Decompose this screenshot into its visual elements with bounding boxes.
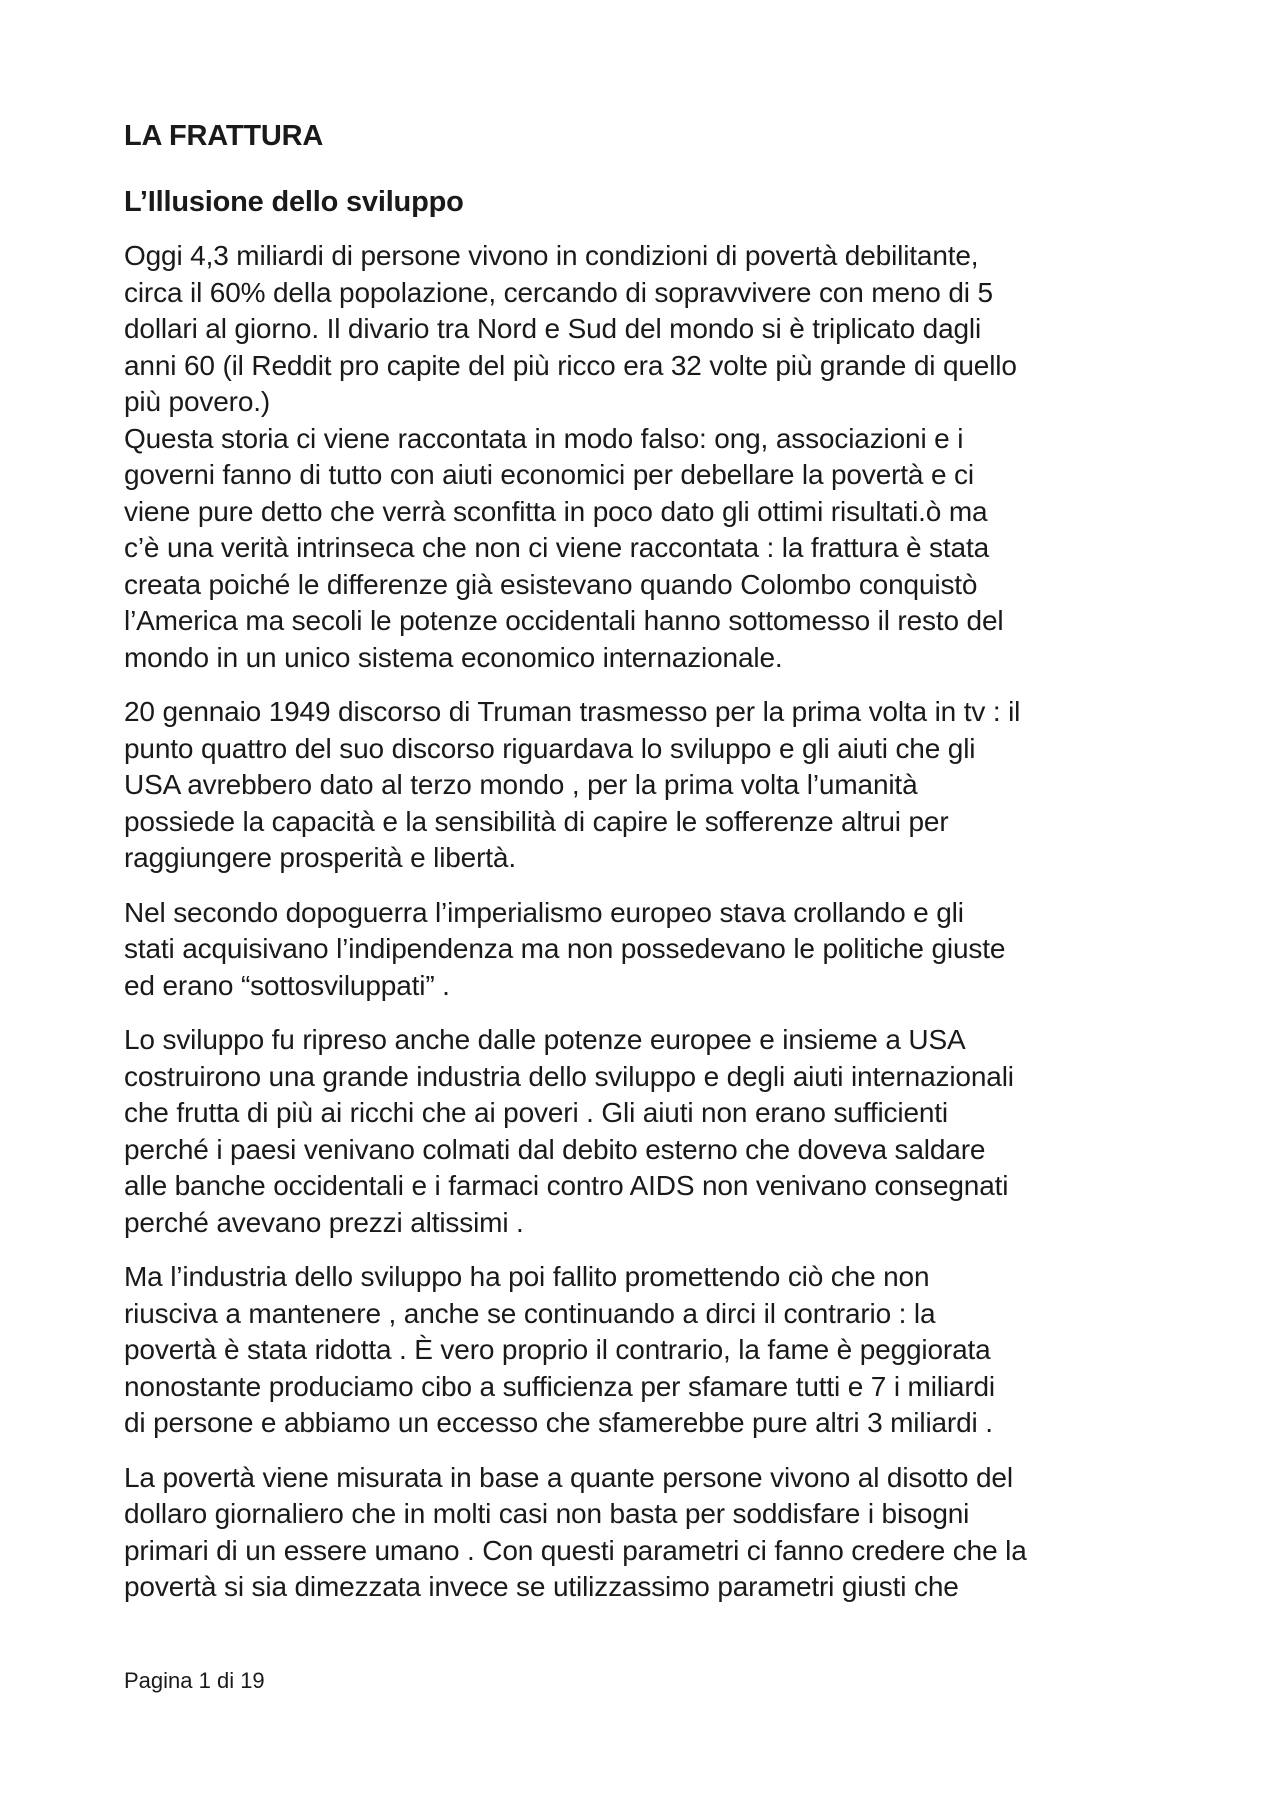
paragraph-6 [124,1460,1174,1606]
paragraph-line: più povero.) [124,386,271,417]
paragraph-line: Lo sviluppo fu ripreso anche dalle potenze europee e insieme a USA [124,1024,966,1055]
paragraph-line: possiede la capacità e la sensibilità di capire le sofferenze altrui per [124,805,949,837]
paragraph-line: di persone e abbiamo un eccesso che sfamerebbe pure altri 3 miliardi . [124,1407,993,1438]
paragraph-line: povertà si sia dimezzata invece se utilizzassimo parametri giusti che [124,1571,959,1602]
paragraph-line: costruirono una grande industria dello sviluppo e degli aiuti internazionali [124,1060,1014,1092]
section-heading: L’Illusione dello sviluppo [124,186,464,218]
paragraph-line: mondo in un unico sistema economico internazionale. [124,641,783,673]
paragraph-line: viene pure detto che verrà sconfitta in poco dato gli ottimi risultati.ò ma [124,495,988,527]
paragraph-line: raggiungere prosperità e libertà. [124,842,516,873]
paragraph-line: Questa storia ci viene raccontata in modo falso: ong, associazioni e i [124,422,964,454]
paragraph-2 [124,694,1174,877]
paragraph-line: c’è una verità intrinseca che non ci viene raccontata : la frattura è stata [124,532,990,563]
paragraph-line: dollari al giorno. Il divario tra Nord e Sud del mondo si è triplicato dagli [124,313,982,344]
paragraph-line: alle banche occidentali e i farmaci contro AIDS non venivano consegnati [124,1170,1009,1201]
paragraph-4 [124,1022,1174,1241]
paragraph-3 [124,895,1174,1005]
paragraph-line: governi fanno di tutto con aiuti economici per debellare la povertà e ci [124,459,974,490]
paragraph-line: dollaro giornaliero che in molti casi non basta per soddisfare i bisogni [124,1498,970,1529]
paragraph-line: perché avevano prezzi altissimi . [124,1206,524,1238]
document-page [124,118,1174,1624]
paragraph-line: primari di un essere umano . Con questi parametri ci fanno credere che la [124,1534,1027,1566]
paragraph-5 [124,1259,1174,1442]
paragraph-line: creata poiché le differenze già esistevano quando Colombo conquistò [124,568,978,600]
paragraph-line: che frutta di più ai ricchi che ai poveri . Gli aiuti non erano sufficienti [124,1097,949,1128]
paragraph-line: l’America ma secoli le potenze occidentali hanno sottomesso il resto del [124,605,1004,636]
page-number: Pagina 1 di 19 [124,1668,265,1693]
document-title: LA FRATTURA [124,120,324,152]
paragraph-line: La povertà viene misurata in base a quante persone vivono al disotto del [124,1461,1013,1493]
paragraph-line: riusciva a mantenere , anche se continuando a dirci il contrario : la [124,1297,936,1329]
paragraph-line: 20 gennaio 1949 discorso di Truman trasmesso per la prima volta in tv : il [124,696,1021,727]
paragraph-line: circa il 60% della popolazione, cercando di sopravvivere con meno di 5 [124,276,993,308]
paragraph-line: Ma l’industria dello sviluppo ha poi fallito promettendo ciò che non [124,1261,930,1292]
paragraph-line: perché i paesi venivano colmati dal debito esterno che doveva saldare [124,1133,986,1165]
paragraph-line: punto quattro del suo discorso riguardava lo sviluppo e gli aiuti che gli [124,732,976,764]
paragraph-line: Nel secondo dopoguerra l’imperialismo europeo stava crollando e gli [124,896,964,928]
paragraph-line: Oggi 4,3 miliardi di persone vivono in condizioni di povertà debilitante, [124,240,979,271]
paragraph-1 [124,238,1174,676]
paragraph-line: ed erano “sottosviluppati” . [124,969,450,1001]
paragraph-line: anni 60 (il Reddit pro capite del più ricco era 32 volte più grande di quello [124,349,1017,381]
paragraph-line: stati acquisivano l’indipendenza ma non possedevano le politiche giuste [124,933,1006,964]
paragraph-line: USA avrebbero dato al terzo mondo , per la prima volta l’umanità [124,769,918,800]
paragraph-line: nonostante produciamo cibo a sufficienza per sfamare tutti e 7 i miliardi [124,1370,995,1402]
paragraph-line: povertà è stata ridotta . È vero proprio il contrario, la fame è peggiorata [124,1334,991,1365]
